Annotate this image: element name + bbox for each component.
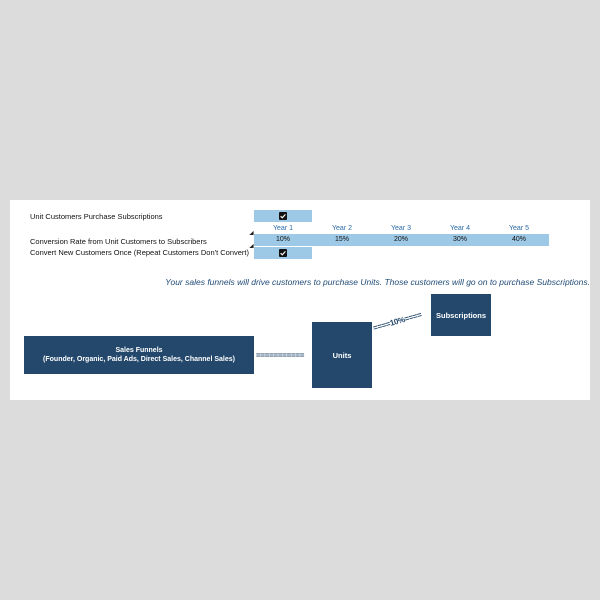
check-icon <box>279 212 287 220</box>
convert-once-checkbox[interactable] <box>279 249 287 257</box>
conversion-rate-year-1[interactable]: 10% <box>275 236 290 243</box>
purchase-subscriptions-label: Unit Customers Purchase Subscriptions <box>30 212 163 221</box>
sales-funnels-title: Sales Funnels <box>115 347 163 354</box>
year-header-2: Year 2 <box>332 225 352 232</box>
subscriptions-label: Subscriptions <box>435 310 486 320</box>
units-to-subscriptions-connector: ====10%==== <box>372 310 423 333</box>
year-header-5: Year 5 <box>509 225 529 232</box>
conversion-rate-year-4[interactable]: 30% <box>452 236 467 243</box>
units-label: Units <box>332 350 352 360</box>
purchase-subscriptions-checkbox[interactable] <box>279 212 287 220</box>
funnel-note: Your sales funnels will drive customers to purchase Units. Those customers will go on to purchase Subscriptions. <box>165 277 590 287</box>
convert-once-label: Convert New Customers Once (Repeat Customers Don't Convert) <box>30 248 250 257</box>
subscriptions-box <box>431 294 491 336</box>
sales-funnels-subtitle: (Founder, Organic, Paid Ads, Direct Sales, Channel Sales) <box>43 356 235 363</box>
conversion-rate-year-2[interactable]: 15% <box>334 236 349 243</box>
check-icon <box>279 249 287 257</box>
sales-funnels-box <box>24 336 254 374</box>
year-header-4: Year 4 <box>450 225 470 232</box>
conversion-rate-label: Conversion Rate from Unit Customers to Subscribers <box>30 237 207 246</box>
funnels-to-units-connector: =========== <box>256 351 305 360</box>
units-box <box>312 322 372 388</box>
conversion-rate-year-5[interactable]: 40% <box>511 236 526 243</box>
year-header-3: Year 3 <box>391 225 411 232</box>
year-header-1: Year 1 <box>273 225 293 232</box>
conversion-rate-year-3[interactable]: 20% <box>393 236 408 243</box>
